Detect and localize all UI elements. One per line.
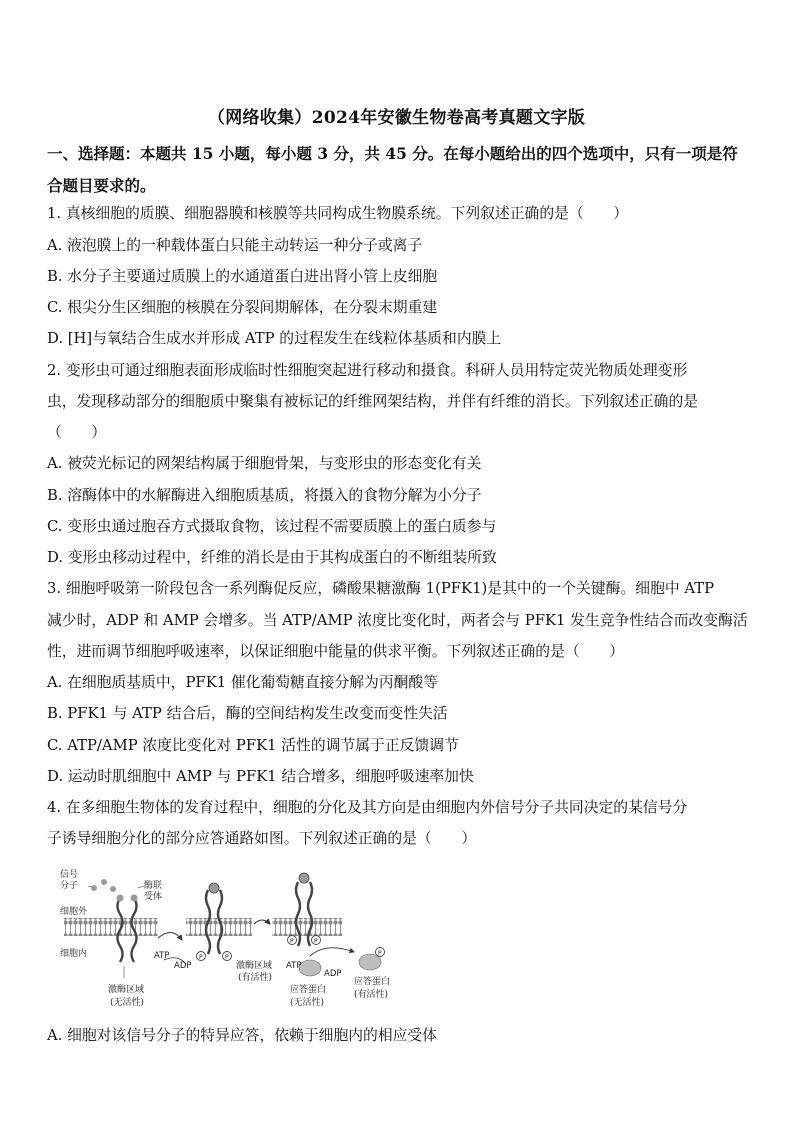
response-active-label: (有活性) [354,990,389,1000]
question-1-option-c: C. 根尖分生区细胞的核膜在分裂间期解体，在分裂末期重建 [47,299,438,316]
receptor-head-icon [131,895,138,902]
response-active-label: 应答蛋白 [354,977,391,987]
signal-pathway-figure [58,866,403,1014]
question-3-option-a: A. 在细胞质基质中，PFK1 催化葡萄糖直接分解为丙酮酸等 [47,674,439,691]
question-3-option-b: B. PFK1 与 ATP 结合后，酶的空间结构发生改变而变性失活 [47,705,448,722]
document-title: （网络收集）2024年安徽生物卷高考真题文字版 [207,108,586,128]
question-2-stem-line-3: （ ） [47,424,107,441]
atp-label: ATP [154,951,170,961]
adp-label: ADP [174,961,192,971]
section-heading: 一、选择题：本题共 15 小题，每小题 3 分，共 45 分。在每小题给出的四个选项中，只有一项是符合题目要求的。 [47,144,738,195]
response-protein-inactive-icon [299,960,321,976]
adp-label: ADP [324,969,342,979]
reaction-arrow-2 [254,920,270,924]
question-4-option-a: A. 细胞对该信号分子的特异应答，依赖于细胞内的相应受体 [47,1027,438,1044]
kinase-active-label: (有活性) [238,973,273,983]
question-2-stem-line-2: 虫，发现移动部分的细胞质中聚集有被标记的纤维网架结构，并伴有纤维的消长。下列叙述正确的是 [47,393,699,410]
reaction-arrow-1 [158,932,182,940]
signal-label: 分子 [60,881,79,891]
phosphate-label: P [378,950,382,957]
phosphate-label: P [225,954,229,961]
bound-signal-icon [209,883,219,893]
atp-label: ATP [286,961,302,971]
question-2-stem-line-1: 2. 变形虫可通过细胞表面形成临时性细胞突起进行移动和摄食。科研人员用特定荧光物质处理变形 [47,362,688,379]
question-2-option-c: C. 变形虫通过胞吞方式摄取食物，该过程不需要质膜上的蛋白质参与 [47,518,497,535]
inside-cell-label: 细胞内 [60,949,88,959]
response-inactive-label: (无活性) [290,998,325,1008]
question-3-option-d: D. 运动时肌细胞中 AMP 与 PFK1 结合增多，细胞呼吸速率加快 [47,768,474,785]
question-4-stem-line-1: 4. 在多细胞生物体的发育过程中，细胞的分化及其方向是由细胞内外信号分子共同决定的某信号分 [47,799,688,816]
bound-signal-icon [299,873,309,883]
response-inactive-label: 应答蛋白 [290,985,327,995]
question-1-option-d: D. [H]与氧结合生成水并形成 ATP 的过程发生在线粒体基质和内膜上 [47,330,502,347]
receptor-active-icon [296,882,312,946]
kinase-inactive-label: 激酶区域 [108,985,145,995]
receptor-label: 受体 [144,892,163,902]
signal-molecule-icon [91,879,116,892]
outside-cell-label: 细胞外 [60,907,88,917]
phosphate-label: P [314,938,318,945]
question-4-stem-line-2: 子诱导细胞分化的部分应答通路如图。下列叙述正确的是（ ） [47,830,477,847]
phosphate-label: P [290,938,294,945]
question-2-option-b: B. 溶酶体中的水解酶进入细胞质基质，将摄入的食物分解为小分子 [47,487,482,504]
question-1-option-a: A. 液泡膜上的一种载体蛋白只能主动转运一种分子或离子 [47,237,423,254]
receptor-head-icon [117,895,124,902]
question-3-option-c: C. ATP/AMP 浓度比变化对 PFK1 活性的调节属于正反馈调节 [47,737,459,754]
reaction-arrow-3 [310,948,354,956]
phosphate-label: P [199,954,203,961]
kinase-active-label: 激酶区域 [236,961,273,971]
question-2-option-a: A. 被荧光标记的网架结构属于细胞骨架，与变形虫的形态变化有关 [47,455,482,472]
question-3-stem-line-1: 3. 细胞呼吸第一阶段包含一系列酶促反应，磷酸果糖激酶 1(PFK1)是其中的一个关键酶。细胞中 ATP [47,580,715,597]
signal-label: 信号 [60,870,79,880]
question-1-option-b: B. 水分子主要通过质膜上的水通道蛋白进出肾小管上皮细胞 [47,268,438,285]
membrane-segment-1 [64,918,158,936]
question-3-stem-line-2: 减少时，ADP 和 AMP 会增多。当 ATP/AMP 浓度比变化时，两者会与 PFK1 发生竞争性结合而改变酶活 [47,612,748,629]
kinase-inactive-label: (无活性) [110,998,145,1008]
question-2-option-d: D. 变形虫移动过程中，纤维的消长是由于其构成蛋白的不断组装所致 [47,549,497,566]
question-1-stem: 1. 真核细胞的质膜、细胞器膜和核膜等共同构成生物膜系统。下列叙述正确的是（ ） [47,205,629,222]
question-3-stem-line-3: 性，进而调节细胞呼吸速率，以保证细胞中能量的供求平衡。下列叙述正确的是（ ） [47,643,625,660]
membrane-segment-3 [272,918,342,936]
receptor-label: 酶联 [144,881,163,891]
